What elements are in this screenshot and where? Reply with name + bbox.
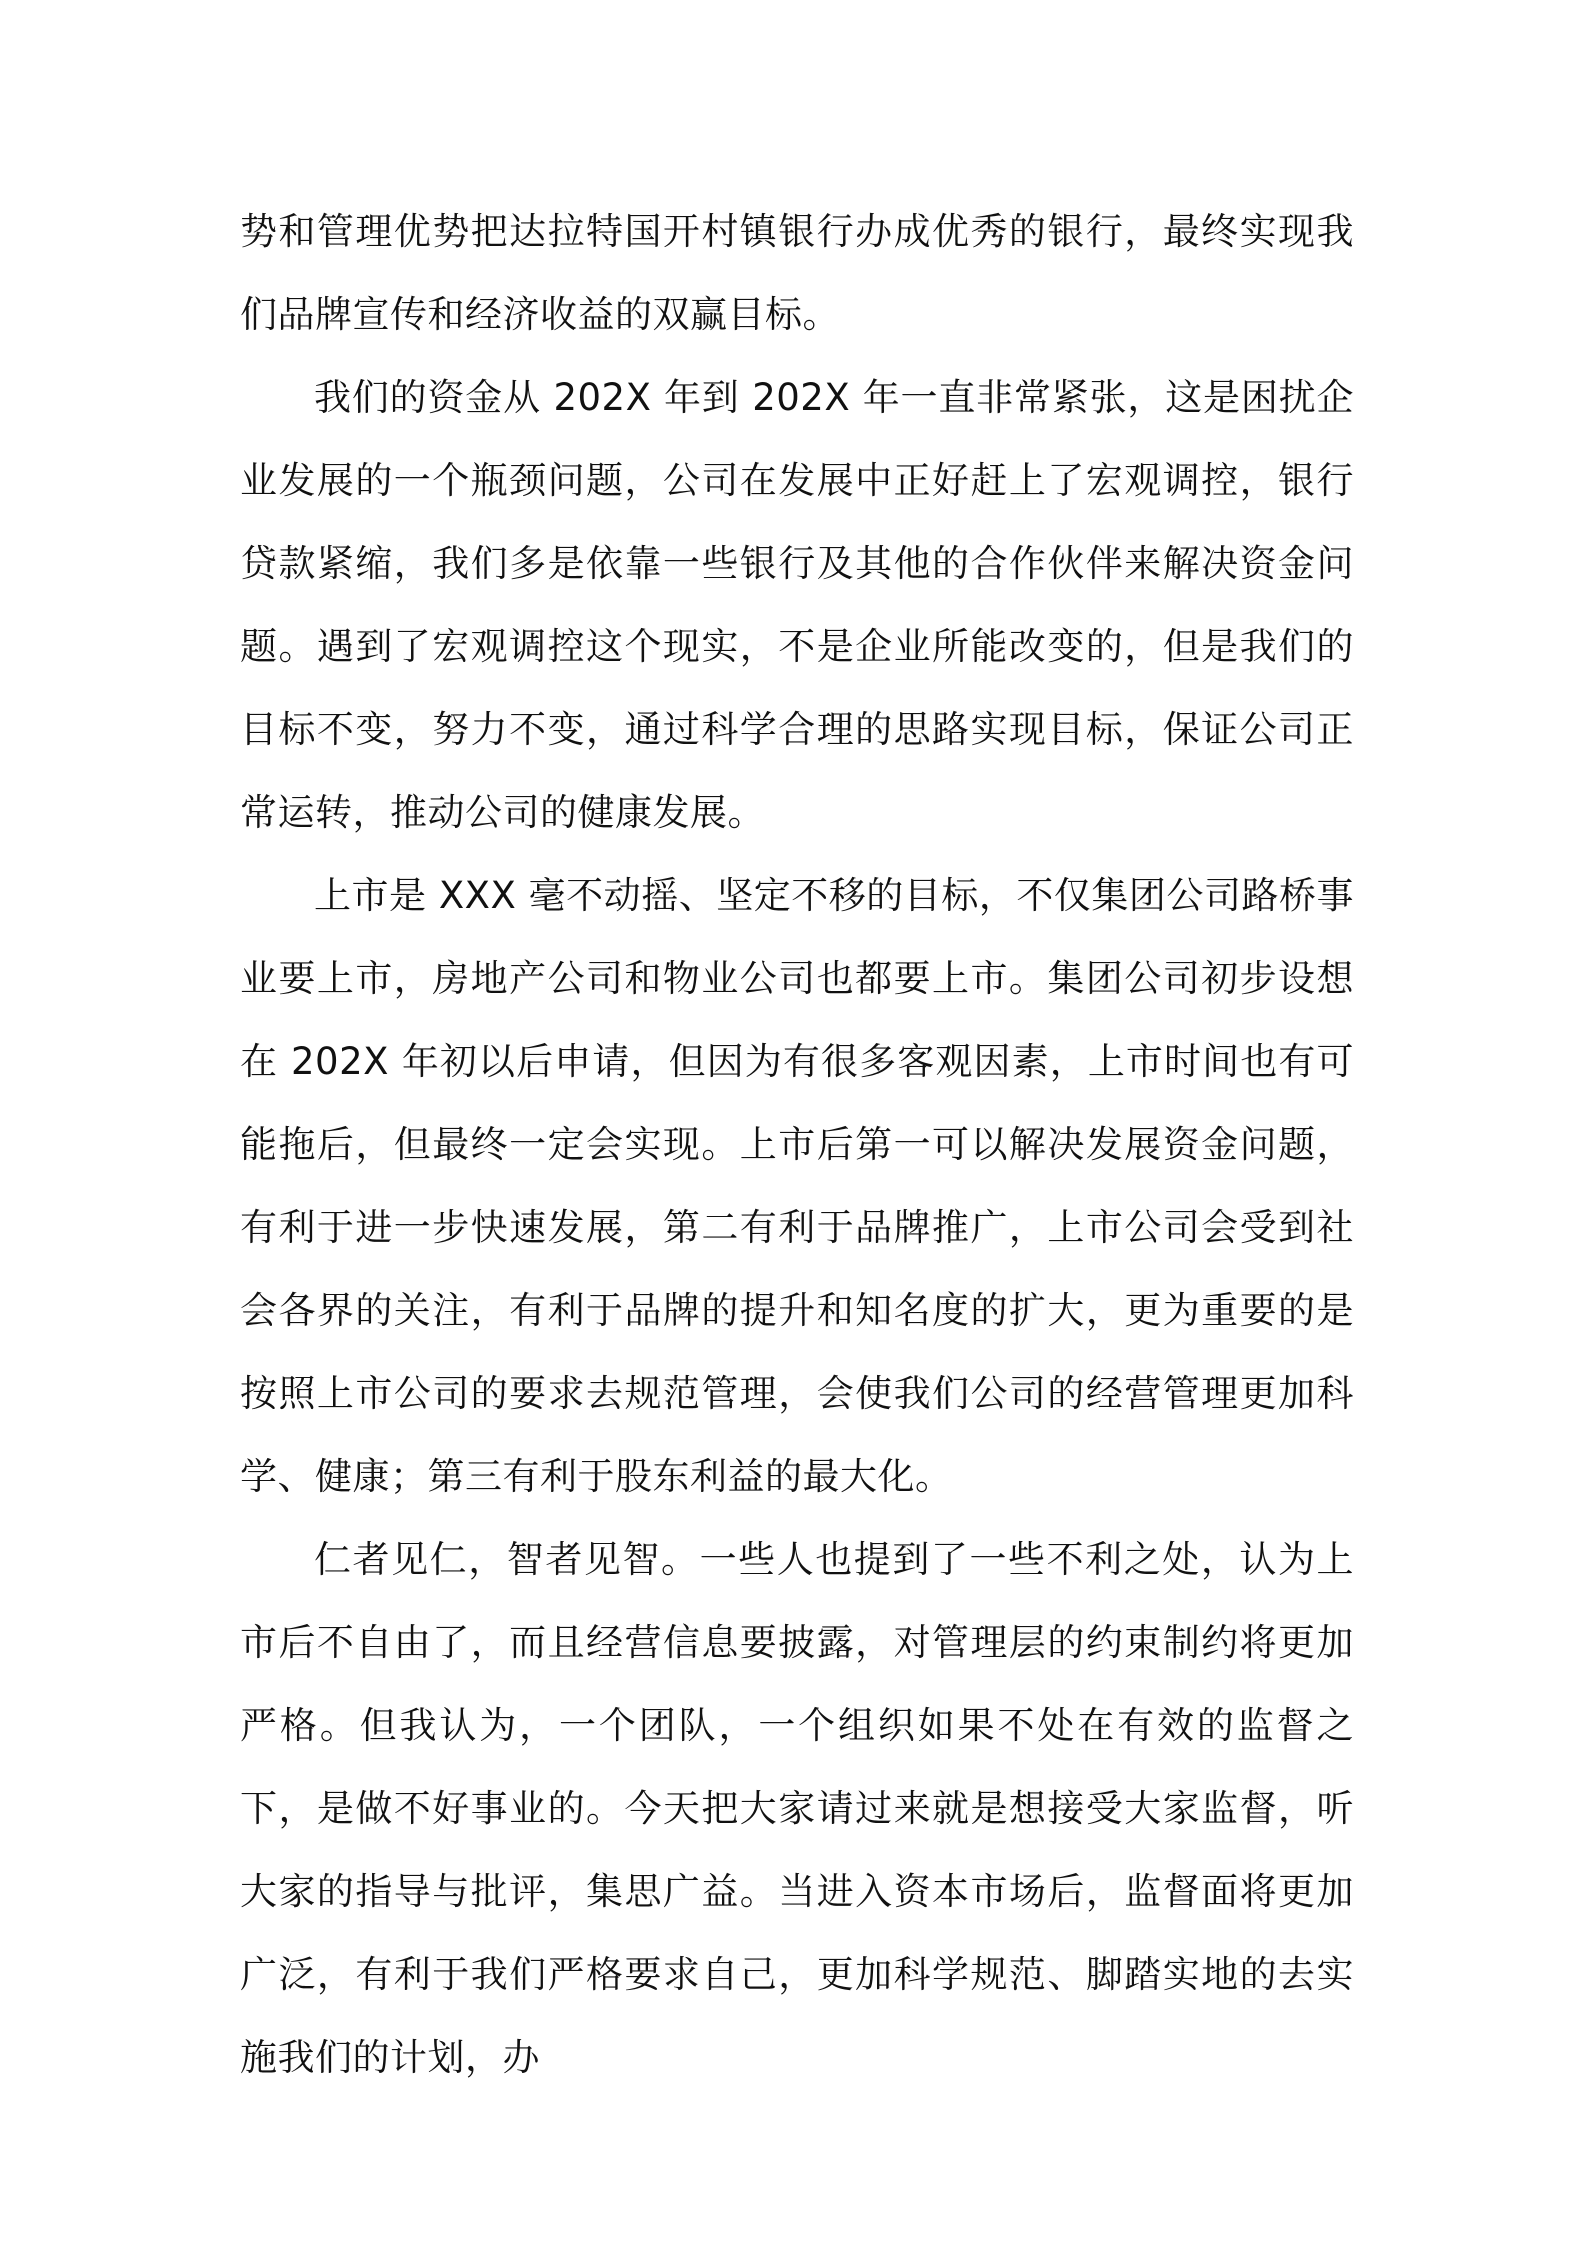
paragraph-1: 势和管理优势把达拉特国开村镇银行办成优秀的银行，最终实现我们品牌宣传和经济收益的双赢目标。	[240, 210, 1354, 336]
paragraph-4: 仁者见仁，智者见智。一些人也提到了一些不利之处，认为上市后不自由了，而且经营信息要披露，对管理层的约束制约将更加严格。但我认为，一个团队，一个组织如果不处在有效的监督之下，是做不好事业的。今天把大家请过来就是想接受大家监督，听大家的指导与批评，集思广益。当进入资本市场后，监督面将更加广泛，有利于我们严格要求自己，更加科学规范、脚踏实地的去实施我们的计划，办	[240, 1538, 1354, 2079]
paragraph-3: 上市是 XXX 毫不动摇、坚定不移的目标，不仅集团公司路桥事业要上市，房地产公司和物业公司也都要上市。集团公司初步设想在 202X 年初以后申请，但因为有很多客观因素，上市时间也有可能拖后，但最终一定会实现。上市后第一可以解决发展资金问题，有利于进一步快速发展，第二有利于品牌推广，上市公司会受到社会各界的关注，有利于品牌的提升和知名度的扩大，更为重要的是按照上市公司的要求去规范管理，会使我们公司的经营管理更加科学、健康；第三有利于股东利益的最大化。	[240, 874, 1354, 1498]
paragraph-2: 我们的资金从 202X 年到 202X 年一直非常紧张，这是困扰企业发展的一个瓶颈问题，公司在发展中正好赶上了宏观调控，银行贷款紧缩，我们多是依靠一些银行及其他的合作伙伴来解决资金问题。遇到了宏观调控这个现实，不是企业所能改变的，但是我们的目标不变，努力不变，通过科学合理的思路实现目标，保证公司正常运转，推动公司的健康发展。	[240, 376, 1354, 834]
document-body	[240, 190, 1354, 2099]
